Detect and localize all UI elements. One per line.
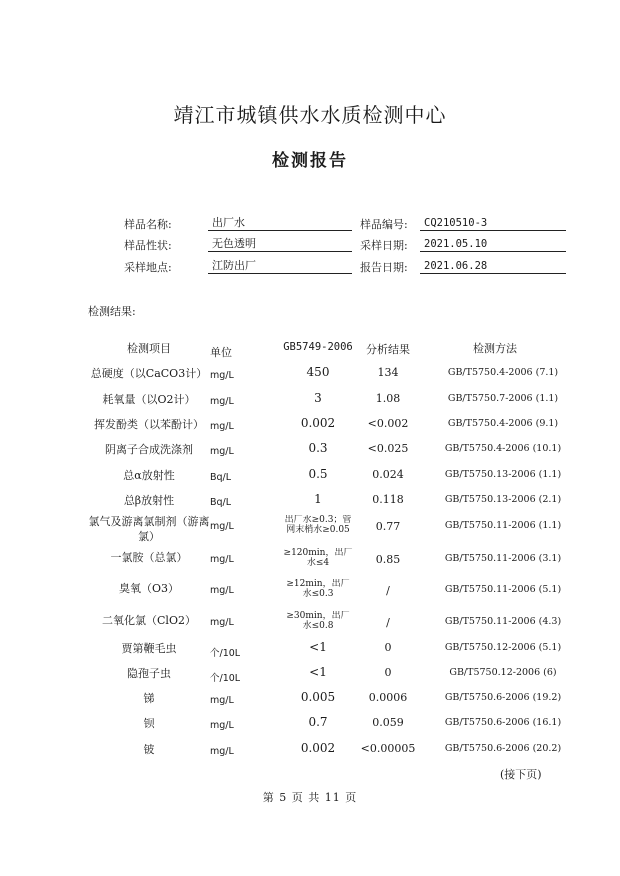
continue-note: (接下页) [500, 768, 542, 781]
sampling-location-label: 采样地点: [124, 261, 172, 274]
item-cell: 氯气及游离氯制剂（游离氯） [88, 515, 210, 543]
unit-cell: mg/L [210, 617, 234, 628]
header-item: 检测项目 [127, 342, 171, 355]
item-cell: 贾第鞭毛虫 [121, 642, 177, 655]
method-cell: GB/T5750.11-2006 (3.1) [444, 553, 562, 564]
item-cell: 耗氧量（以O2计） [102, 393, 196, 406]
org-title: 靖江市城镇供水水质检测中心 [173, 103, 447, 127]
header-standard: GB5749-2006 [283, 341, 353, 353]
result-cell: 1.08 [375, 392, 401, 405]
result-cell: / [386, 584, 390, 597]
sample-name-label: 样品名称: [124, 218, 172, 231]
method-cell: GB/T5750.11-2006 (5.1) [444, 584, 562, 595]
standard-cell: 0.002 [300, 416, 336, 430]
sampling-location-value: 江防出厂 [208, 259, 352, 274]
item-cell: 阴离子合成洗涤剂 [105, 443, 193, 456]
item-cell: 钡 [143, 717, 155, 730]
sample-name-value: 出厂水 [208, 216, 352, 231]
standard-cell: 450 [306, 365, 330, 379]
unit-cell: mg/L [210, 585, 234, 596]
report-title: 检测报告 [272, 151, 348, 171]
result-cell: 0.118 [372, 493, 404, 506]
standard-cell: 出厂水≥0.3；管网末梢水≥0.05 [284, 515, 352, 535]
unit-cell: 个/10L [210, 648, 241, 659]
method-cell: GB/T5750.4-2006 (10.1) [444, 443, 562, 454]
unit-cell: Bq/L [210, 497, 232, 508]
results-label: 检测结果: [88, 305, 136, 318]
method-cell: GB/T5750.6-2006 (20.2) [444, 743, 562, 754]
standard-cell: <1 [309, 640, 327, 654]
standard-cell: ≥12min，出厂水≤0.3 [286, 579, 350, 599]
result-cell: 0 [384, 641, 392, 654]
item-cell: 二氧化氯（ClO2） [102, 614, 196, 627]
method-cell: GB/T5750.12-2006 (6) [449, 667, 557, 678]
standard-cell: <1 [309, 665, 327, 679]
result-cell: 0 [384, 666, 392, 679]
result-cell: 0.059 [372, 716, 404, 729]
unit-cell: mg/L [210, 446, 234, 457]
method-cell: GB/T5750.12-2006 (5.1) [444, 642, 562, 653]
result-cell: <0.00005 [360, 742, 416, 755]
item-cell: 挥发酚类（以苯酚计） [94, 418, 204, 431]
method-cell: GB/T5750.4-2006 (9.1) [447, 418, 559, 429]
method-cell: GB/T5750.13-2006 (2.1) [444, 494, 562, 505]
method-cell: GB/T5750.7-2006 (1.1) [447, 393, 559, 404]
result-cell: 0.77 [375, 520, 401, 533]
item-cell: 一氯胺（总氯） [110, 551, 188, 564]
result-cell: / [386, 616, 390, 629]
unit-cell: mg/L [210, 746, 234, 757]
unit-cell: mg/L [210, 720, 234, 731]
result-cell: <0.002 [367, 417, 409, 430]
sample-nature-label: 样品性状: [124, 239, 172, 252]
unit-cell: 个/10L [210, 673, 241, 684]
result-cell: 134 [377, 366, 399, 379]
method-cell: GB/T5750.11-2006 (4.3) [444, 616, 562, 627]
item-cell: 锑 [143, 692, 155, 705]
unit-cell: mg/L [210, 695, 234, 706]
method-cell: GB/T5750.11-2006 (1.1) [444, 520, 562, 531]
result-cell: 0.024 [372, 468, 404, 481]
sample-id-value: CQ210510-3 [420, 216, 566, 231]
unit-cell: mg/L [210, 554, 234, 565]
page-footer: 第 5 页 共 11 页 [262, 791, 358, 804]
report-date-value: 2021.06.28 [420, 259, 566, 274]
standard-cell: ≥30min，出厂水≤0.8 [286, 611, 350, 631]
unit-cell: mg/L [210, 421, 234, 432]
report-date-label: 报告日期: [360, 261, 408, 274]
standard-cell: 0.7 [308, 715, 328, 729]
unit-cell: Bq/L [210, 472, 232, 483]
standard-cell: 0.002 [300, 741, 336, 755]
item-cell: 臭氧（O3） [118, 582, 180, 595]
sample-nature-value: 无色透明 [208, 237, 352, 252]
item-cell: 总β放射性 [123, 494, 175, 507]
sampling-date-label: 采样日期: [360, 239, 408, 252]
standard-cell: 3 [314, 391, 322, 405]
header-unit: 单位 [210, 346, 232, 359]
method-cell: GB/T5750.4-2006 (7.1) [447, 367, 559, 378]
result-cell: 0.0006 [368, 691, 408, 704]
header-method: 检测方法 [473, 342, 517, 355]
unit-cell: mg/L [210, 370, 234, 381]
unit-cell: mg/L [210, 521, 234, 532]
standard-cell: 0.5 [308, 467, 328, 481]
header-result: 分析结果 [366, 343, 410, 356]
standard-cell: ≥120min，出厂水≤4 [283, 548, 353, 568]
sample-id-label: 样品编号: [360, 218, 408, 231]
item-cell: 总α放射性 [123, 469, 175, 482]
item-cell: 总硬度（以CaCO3计） [90, 367, 208, 380]
standard-cell: 1 [314, 492, 322, 506]
item-cell: 隐孢子虫 [127, 667, 171, 680]
method-cell: GB/T5750.13-2006 (1.1) [444, 469, 562, 480]
item-cell: 铍 [143, 743, 155, 756]
method-cell: GB/T5750.6-2006 (19.2) [444, 692, 562, 703]
unit-cell: mg/L [210, 396, 234, 407]
result-cell: <0.025 [367, 442, 409, 455]
standard-cell: 0.3 [308, 441, 328, 455]
standard-cell: 0.005 [300, 690, 336, 704]
sampling-date-value: 2021.05.10 [420, 237, 566, 252]
result-cell: 0.85 [375, 553, 401, 566]
method-cell: GB/T5750.6-2006 (16.1) [444, 717, 562, 728]
